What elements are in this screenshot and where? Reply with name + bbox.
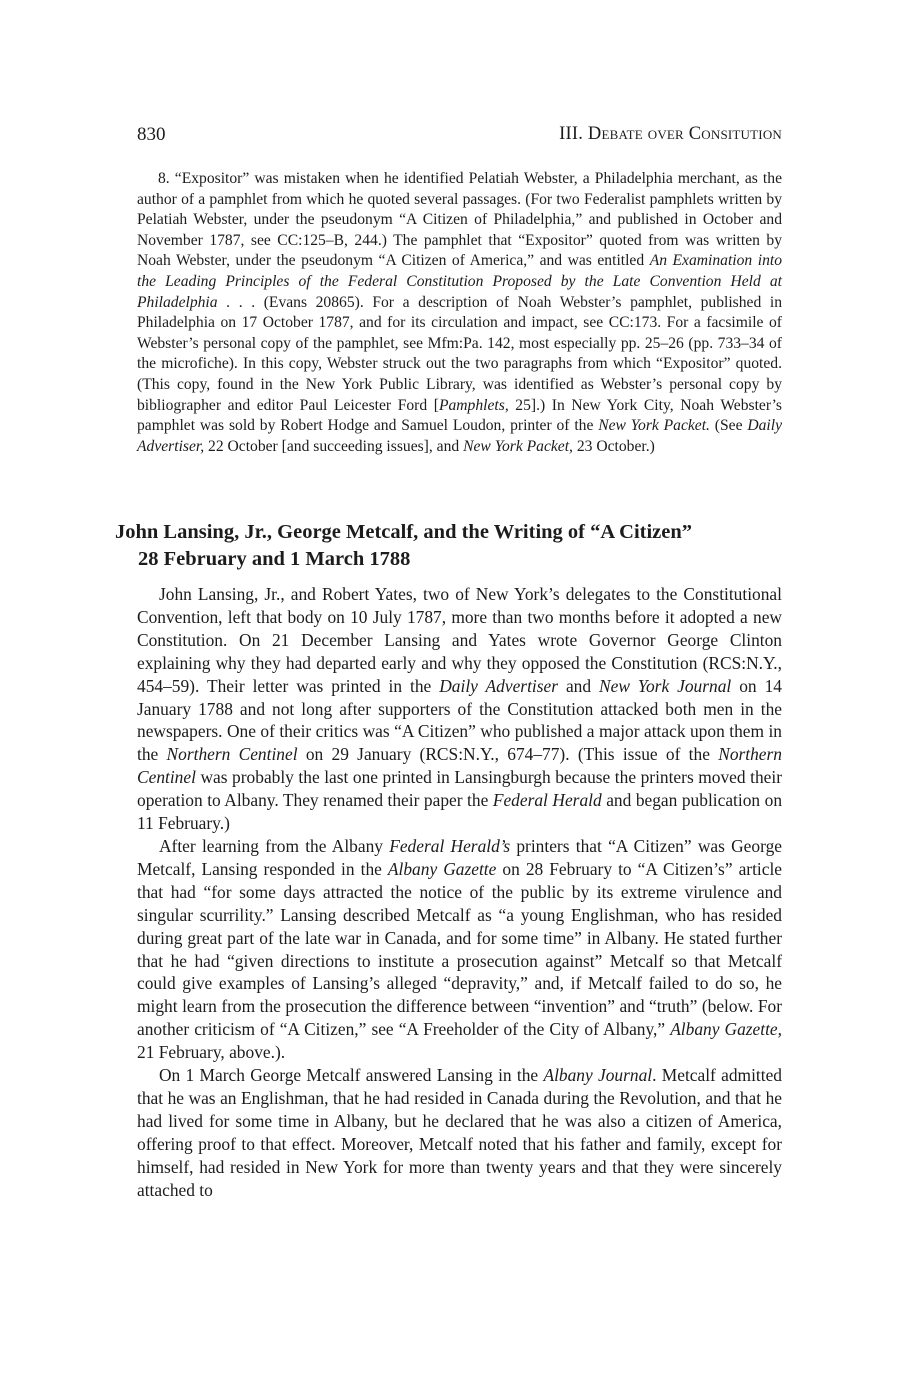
paragraph-text: on 14 January 1788 and not long after supporters of the Constitution attacked both men in the newspapers. One of their critics was “A Citizen” who published a major attack upon them in the [137, 675, 782, 765]
section-title [115, 519, 782, 573]
footnote-text: . . . (Evans 20865). For a description of Noah Webster’s pamphlet, published in Philadelphia on 17 October 1787, and for its circulation and impact, see CC:173. For a facsimile of Webster’s personal copy of the pamphlet, see Mfm:Pa. 142, most especially pp. 25–26 (pp. 733–34 of the microfiche). In this copy, Webster struck out the two paragraphs from which “Expositor” quoted. (This copy, found in the New York Public Library, was identified as Webster’s personal copy by bibliographer and editor Paul Leicester Ford [ [137, 293, 782, 414]
newspaper-title: New York Packet. [598, 417, 710, 435]
section-title-line-2: 28 February and 1 March 1788 [138, 548, 411, 570]
pamphlet-title: An Examination into the Leading Principles of the Federal Constitution Proposed by the Late Convention Held at Philadelphia [137, 252, 782, 311]
newspaper-title: New York Packet, [463, 437, 573, 455]
paragraph-2 [137, 835, 782, 1064]
newspaper-title: Federal Herald [492, 790, 602, 811]
newspaper-title: Northern Centinel [137, 744, 782, 788]
paragraph-text: and began publication on 11 February.) [137, 790, 783, 834]
paragraph-text: John Lansing, Jr., and Robert Yates, two of New York’s delegates to the Constitutional Convention, left that body on 10 July 1787, more than two months before it adopted a new Constitution. On 21 December Lansing and Yates wrote Governor George Clinton explaining why they had departed early and why they opposed the Constitution (RCS:N.Y., 454–59). Their letter was printed in the [137, 584, 782, 696]
page-header [137, 124, 782, 148]
footnote-text: 8. “Expositor” was mistaken when he identified Pelatiah Webster, a Philadelphia merchant, as the author of a pamphlet from which he quoted several passages. (For two Federalist pamphlets written by Pelatiah Webster, under the pseudonym “A Citizen of Philadelphia,” and published in October and November 1787, see CC:125–B, 244.) The pamphlet that “Expositor” quoted from was written by Noah Webster, under the pseudonym “A Citizen of America,” and was entitled [137, 170, 782, 270]
footnote-8 [137, 169, 782, 457]
newspaper-title: Albany Gazette, [670, 1019, 782, 1040]
running-head: III. Debate over Consitution [559, 124, 782, 144]
newspaper-title: Albany Gazette [387, 858, 497, 879]
paragraph-text: printers that “A Citizen” was George Metcalf, Lansing responded in the [137, 835, 782, 879]
footnote-text: 22 October [and succeeding issues], and [204, 437, 464, 455]
footnote-text: (See [709, 417, 748, 435]
paragraph-text: and [557, 675, 600, 696]
paragraph-text: . Metcalf admitted that he was an Englishman, that he had resided in Canada during the Revolution, and that he had lived for some time in Albany, but he declared that he was also a citizen of America, offering proof to that effect. Moreover, Metcalf noted that his father and family, except for himself, had resided in New York for more than twenty years and that they were sincerely attached to [137, 1065, 782, 1200]
newspaper-title: Federal Herald’s [389, 835, 511, 856]
newspaper-title: Albany Journal [543, 1065, 653, 1086]
paragraph-text: on 29 January (RCS:N.Y., 674–77). (This issue of the [297, 744, 719, 765]
paragraph-3 [137, 1064, 782, 1201]
paragraph-text: was probably the last one printed in Lansingburgh because the printers moved their operation to Albany. They renamed their paper the [137, 767, 782, 811]
paragraph-text: 21 February, above.). [137, 1042, 286, 1063]
newspaper-title: Daily Advertiser, [137, 417, 783, 455]
pamphlets-citation: Pamphlets [438, 396, 505, 414]
footnote-text: , 25].) In New York City, Noah Webster’s pamphlet was sold by Robert Hodge and Samuel Loudon, printer of the [137, 396, 782, 435]
paragraph-text: On 1 March George Metcalf answered Lansing in the [159, 1065, 544, 1086]
footnote-text: 23 October.) [572, 437, 655, 455]
newspaper-title: New York Journal [599, 675, 732, 696]
body-text [137, 583, 782, 1201]
paragraph-text: on 28 February to “A Citizen’s” article that had “for some days attracted the notice of the public by its extreme virulence and singular scurrility.” Lansing described Metcalf as “a young Englishman, who has resided during great part of the late war in Canada, and for some time” in Albany. He stated further that he had “given directions to institute a prosecution against” Metcalf so that Metcalf could give examples of Lansing’s alleged “depravity,” and, if Metcalf failed to do so, he might learn from the prosecution the difference between “invention” and “truth” (below. For another criticism of “A Citizen,” see “A Freeholder of the City of Albany,” [137, 858, 783, 1040]
page-number: 830 [137, 124, 166, 145]
newspaper-title: Northern Centinel [166, 744, 298, 765]
newspaper-title: Daily Advertiser [439, 675, 558, 696]
paragraph-1 [137, 583, 782, 835]
paragraph-text: After learning from the Albany [159, 835, 390, 856]
section-title-line-1: John Lansing, Jr., George Metcalf, and the Writing of “A Citizen” [115, 521, 693, 543]
